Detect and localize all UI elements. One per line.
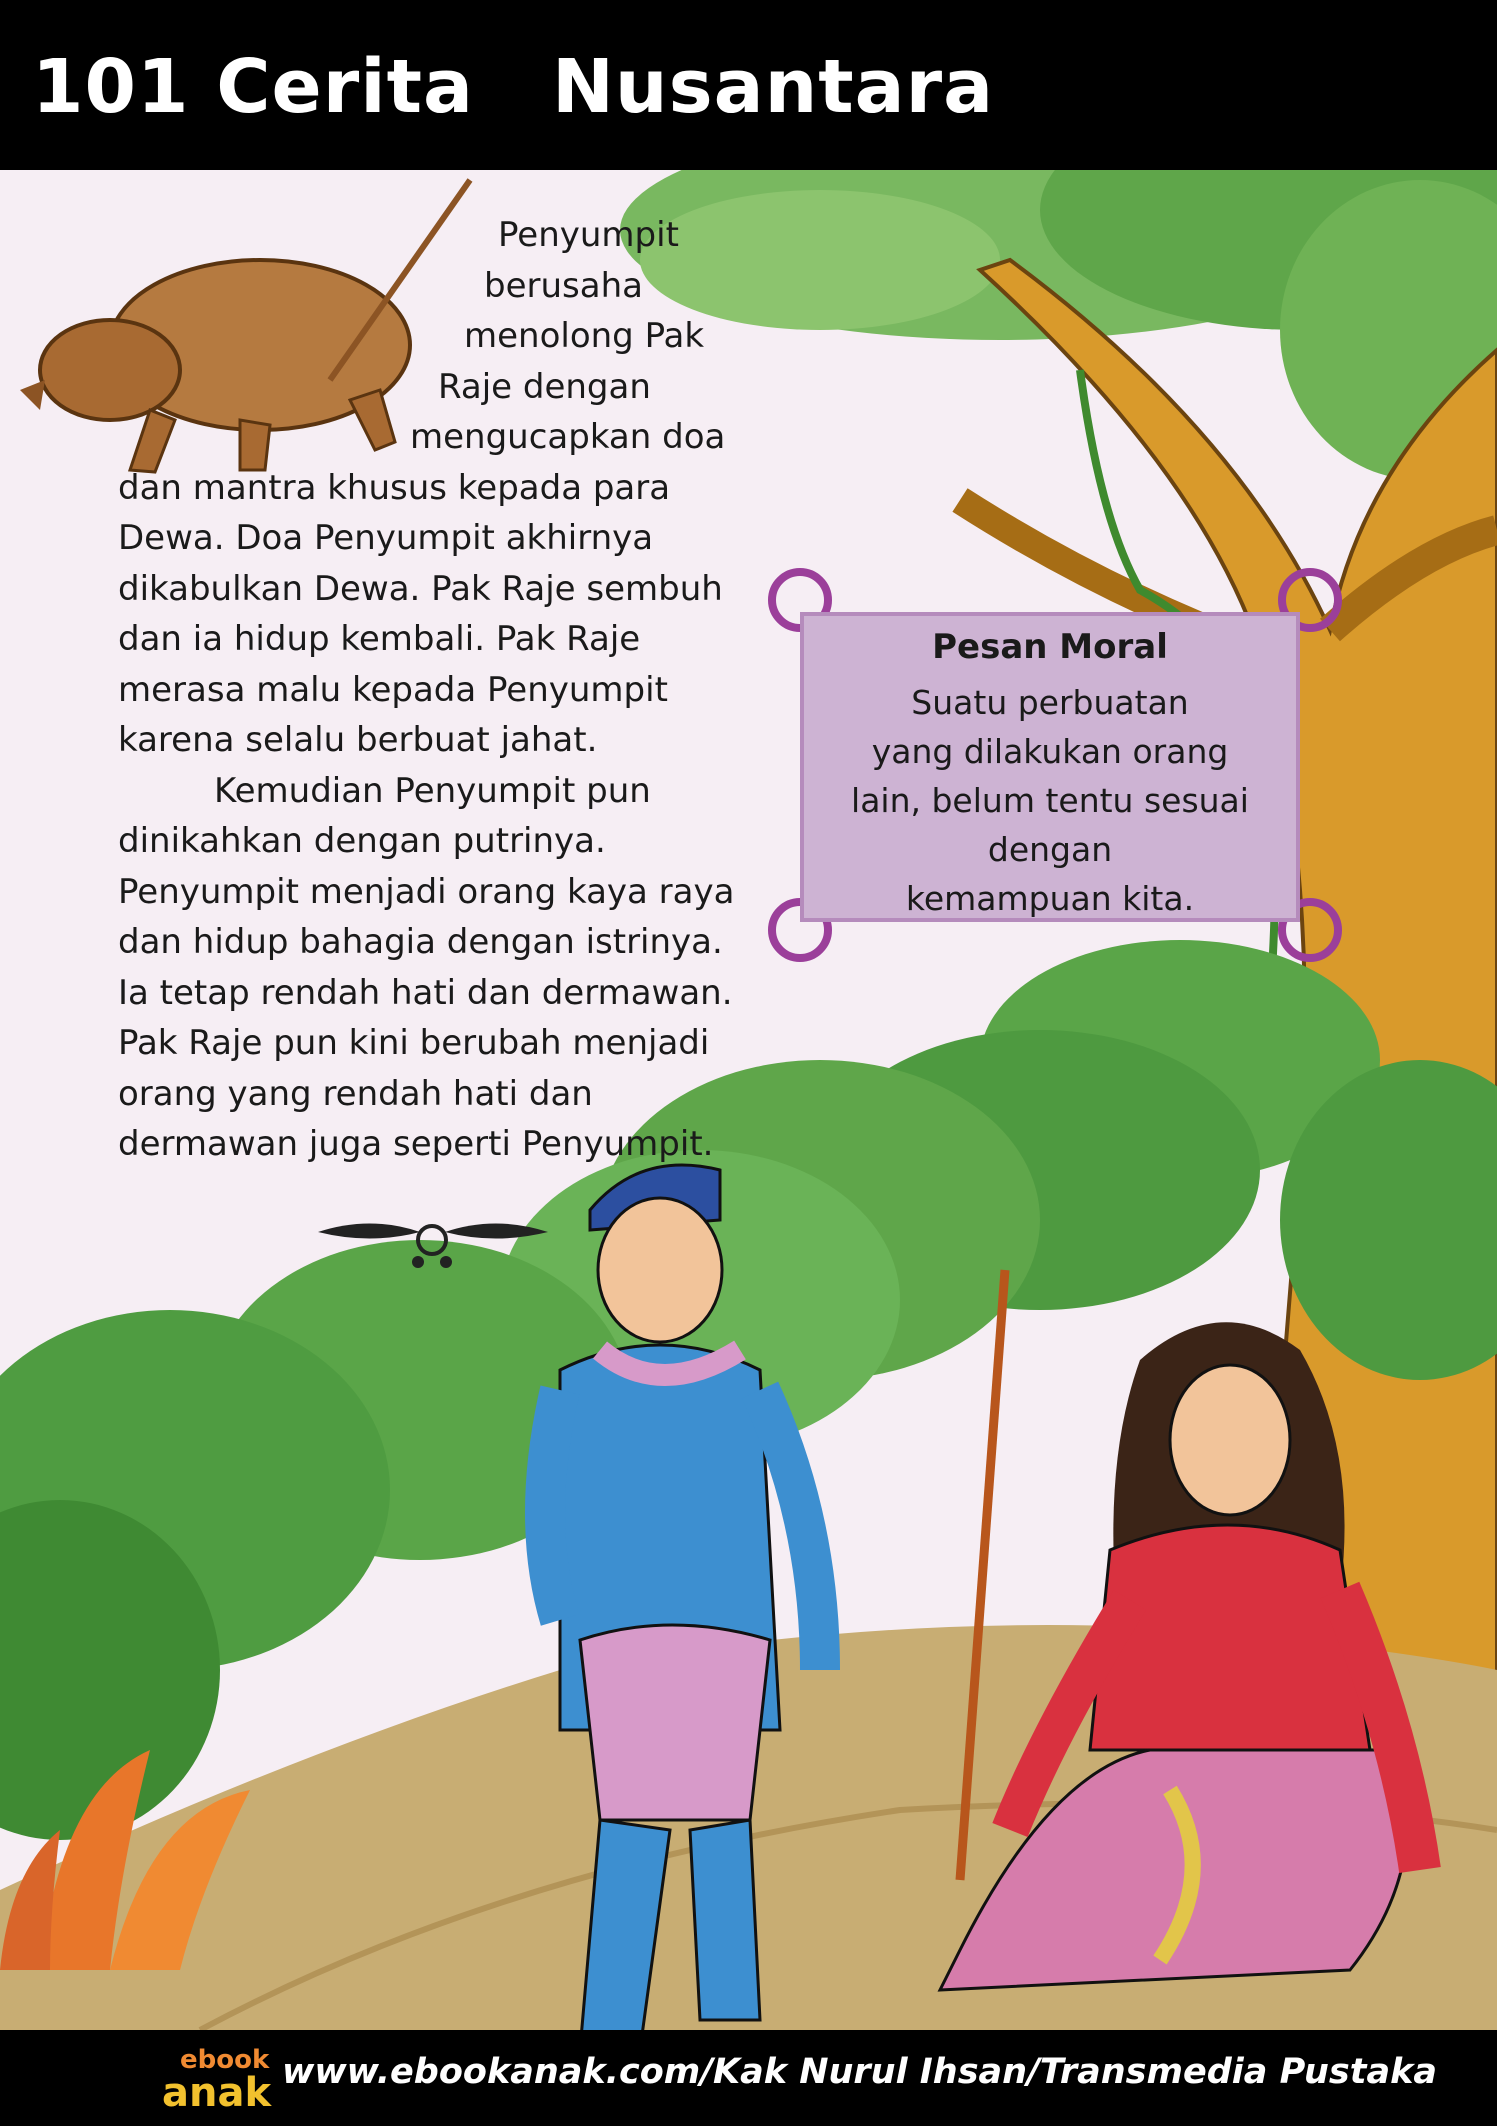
story-line: menolong Pak xyxy=(464,316,705,356)
story-text xyxy=(118,210,758,1170)
moral-box xyxy=(790,600,1310,930)
moral-line: yang dilakukan orang xyxy=(871,732,1229,771)
story-line: dan hidup bahagia dengan istrinya. xyxy=(118,922,723,962)
header-title-right: Nusantara xyxy=(552,44,995,130)
story-line: Pak Raje pun kini berubah menjadi xyxy=(118,1023,710,1063)
story-line: Raje dengan xyxy=(438,366,651,407)
story-line: Dewa. Doa Penyumpit akhirnya xyxy=(118,518,654,558)
moral-title: Pesan Moral xyxy=(932,627,1168,667)
story-line: dermawan juga seperti Penyumpit. xyxy=(118,1124,714,1164)
story-line: dikabulkan Dewa. Pak Raje sembuh xyxy=(118,568,723,609)
story-line: merasa malu kepada Penyumpit xyxy=(118,669,668,710)
story-line: karena selalu berbuat jahat. xyxy=(118,720,598,760)
logo-top-text: ebook xyxy=(180,2045,270,2075)
story-line: Ia tetap rendah hati dan dermawan. xyxy=(118,972,733,1013)
story-line: berusaha xyxy=(484,265,643,306)
moral-line: lain, belum tentu sesuai xyxy=(851,781,1249,820)
story-line: dan ia hidup kembali. Pak Raje xyxy=(118,619,641,659)
story-line: Penyumpit xyxy=(498,215,679,255)
story-line: dan mantra khusus kepada para xyxy=(118,467,671,508)
page-header xyxy=(0,0,1497,170)
moral-text xyxy=(790,678,1310,923)
logo-bottom-text: anak xyxy=(162,2070,272,2116)
story-line: dinikahkan dengan putrinya. xyxy=(118,821,606,861)
page-footer xyxy=(0,2030,1497,2126)
story-line: Penyumpit menjadi orang kaya raya xyxy=(118,871,735,912)
story-line: mengucapkan doa xyxy=(410,417,726,457)
header-title-left: 101 Cerita xyxy=(32,44,474,130)
moral-line: kemampuan kita. xyxy=(905,879,1195,918)
moral-line: Suatu perbuatan xyxy=(911,683,1189,722)
ebookanak-logo xyxy=(150,2040,280,2120)
story-line: orang yang rendah hati dan xyxy=(118,1073,593,1114)
footer-credit: www.ebookanak.com/Kak Nurul Ihsan/Transmedia Pustaka xyxy=(282,2052,1437,2092)
story-line: Kemudian Penyumpit pun xyxy=(214,770,651,811)
moral-line: dengan xyxy=(987,830,1113,869)
